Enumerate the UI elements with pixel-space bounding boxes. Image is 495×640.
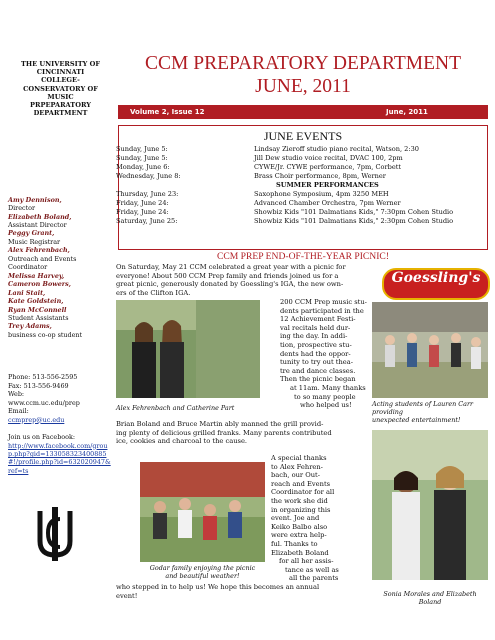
staff-name: Elizabeth Boland, — [8, 212, 72, 221]
photo-godar-family — [140, 462, 265, 562]
staff-list — [8, 196, 113, 340]
photo-sonia-elizabeth — [372, 430, 488, 580]
photo-godar-family-image — [140, 462, 265, 562]
staff-name: Cameron Bowers, — [8, 280, 71, 289]
staff-role: Music Registrar — [8, 237, 61, 246]
staff-name: Amy Dennison, — [8, 195, 62, 204]
staff-role: Assistant Director — [8, 221, 67, 229]
contact-info: Phone: 513-556-2595 Fax: 513-556-9469 Web: www.ccm.uc.edu/prep Email: ccmprep@uc.edu Join us on Facebook: http://www.facebook.com/group.php?gid=133058323400885#!/profile.php?id=632020947&ref=ts — [8, 373, 113, 475]
caption-alex: Alex Fehrenbach and Catherine Part — [116, 404, 235, 412]
staff-name: Peggy Grant, — [8, 229, 55, 238]
staff-role: Student Assistants — [8, 313, 69, 322]
caption-sonia: Sonia Morales and Elizabeth Boland — [383, 590, 477, 606]
photo-acting-students — [372, 302, 488, 398]
uc-logo-icon — [30, 505, 80, 563]
page-title: CCM PREPARATORY DEPARTMENT JUNE, 2011 — [145, 53, 461, 97]
staff-name: Melissa Harvey, — [8, 271, 65, 280]
staff-name: Lani Stait, — [8, 288, 46, 297]
staff-name: Kate Goldstein, — [8, 297, 64, 306]
facebook-link[interactable]: http://www.facebook.com/group.php?gid=133058323400885#!/profile.php?id=632020947&ref=ts — [8, 441, 111, 475]
staff-role: business co-op student — [8, 330, 83, 339]
events-list: Sunday, June 5: Lindsay Zieroff studio piano recital, Watson, 2:30 Sunday, June 5: Jill Dew studio voice recital, DVAC 100, 2pm Monday, June 6: CYWE/Jr. CYWE performance, 7pm, Corbett Wednesday, June 8: Brass Choir performance, 8pm, Werner SUMMER PERFORMANCES Thursday, June 23: Saxophone Symposium, 4pm 3250 MEH Friday, June 24: Advanced Chamber Orchestra, 7pm Werner Friday, June 24: Showbiz Kids "101 Dalmatians Kids," 7:30pm Cohen Studio Saturday, June 25: Showbiz Kids "101 Dalmatians Kids," 2:30pm Cohen Studio — [116, 145, 454, 225]
events-title: JUNE EVENTS — [263, 129, 343, 143]
staff-name: Alex Fehrenbach, — [8, 246, 70, 255]
picnic-title: CCM PREP END-OF-THE-YEAR PICNIC! — [216, 251, 390, 262]
photo-alex-catherine — [116, 300, 196, 398]
issue-date: June, 2011 — [386, 108, 428, 116]
picnic-intro: On Saturday, May 21 CCM celebrated a great year with a picnic for everyone! About 500 CCM Prep family and friends joined us for a great picnic, generously donated by Goessling's IGA, the new own- ers of the Clifton IGA. — [116, 263, 346, 297]
photo-alex-catherine-right — [196, 300, 260, 398]
web-url[interactable]: www.ccm.uc.edu/prep — [8, 398, 80, 407]
staff-name: Ryan McConnell — [8, 305, 67, 314]
photo-acting-students-image — [372, 302, 488, 398]
sidebar — [8, 60, 113, 475]
photo-sonia-elizabeth-image — [372, 430, 488, 580]
issue-banner — [118, 105, 488, 119]
picnic-para5: who stepped in to help us! We hope this becomes an annual event! — [116, 583, 320, 600]
staff-role: Director — [8, 204, 36, 213]
staff-role: Outreach and Events Coordinator — [8, 254, 77, 272]
photo-alex-catherine-image — [116, 300, 196, 398]
picnic-para3: Brian Boland and Bruce Martin ably manned the grill provid- ing plenty of delicious grilled franks. Many parents contributed ice, cookies and charcoal to the cause. — [116, 420, 332, 446]
org-name: THE UNIVERSITY OF CINCINNATI COLLEGE- CONSERVATORY OF MUSIC PRPEPARATORY DEPARTMENT — [20, 60, 101, 118]
caption-acting: Acting students of Lauren Carr providing unexpected entertainment! — [372, 400, 474, 424]
email-link[interactable]: ccmprep@uc.edu — [8, 415, 65, 424]
caption-godar: Godar family enjoying the picnic and beautiful weather! — [149, 564, 256, 580]
volume-label: Volume 2, Issue 12 — [130, 108, 205, 116]
picnic-para4: A special thanks to Alex Fehren- bach, our Out- reach and Events Coordinator for all the work she did in organizing this event. Joe and Keiko Balbo also were extra help- ful. Thanks to Elizabeth Boland for all her assis- tance as well as all the parents — [271, 454, 339, 583]
fax: Fax: 513-556-9469 — [8, 381, 69, 390]
picnic-para2: 200 CCM Prep music stu- dents participated in the 12 Achievement Festi- val recitals held dur- ing the day. In addi- tion, prospective stu- dents had the oppor- tunity to try out thea- tre and dance classes. Then the picnic began at 11am. Many thanks to so many people who helped us! — [280, 298, 367, 410]
staff-name: Trey Adams, — [8, 322, 52, 331]
phone: Phone: 513-556-2595 — [8, 373, 78, 382]
goesslings-logo: Goessling's — [380, 262, 488, 302]
